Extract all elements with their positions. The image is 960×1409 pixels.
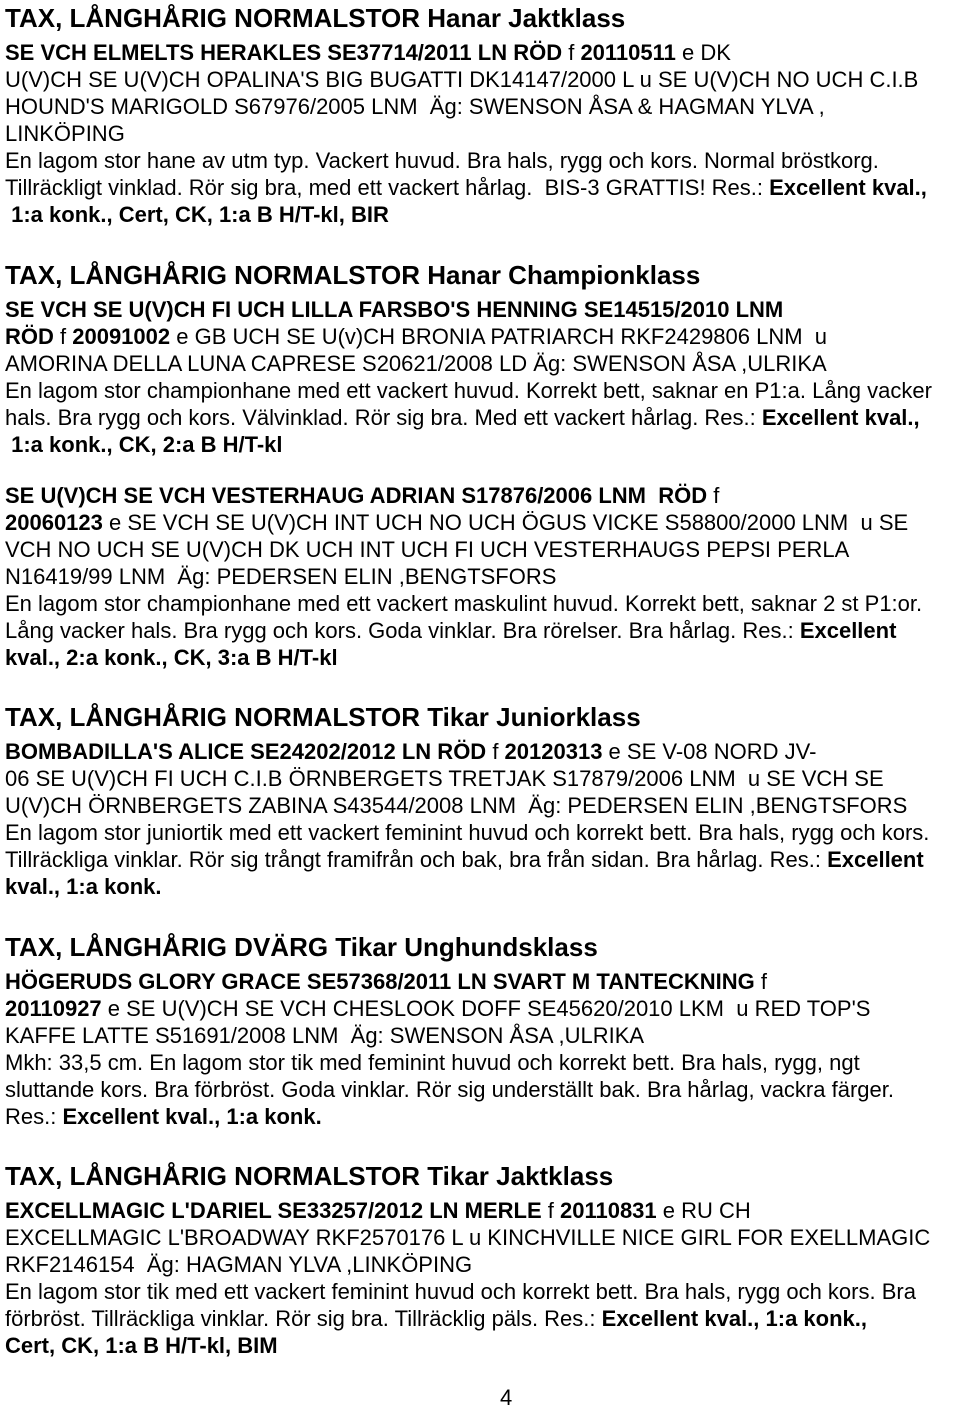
class-section bbox=[5, 3, 960, 228]
text-segment: U(V)CH ÖRNBERGETS ZABINA S43544/2008 LNM Äg: PEDERSEN ELIN ,BENGTSFORS bbox=[5, 793, 908, 818]
class-section bbox=[5, 260, 960, 671]
entry-line bbox=[5, 846, 960, 873]
entry-line bbox=[5, 147, 960, 174]
text-segment: f bbox=[707, 482, 720, 508]
text-segment: RKF2146154 Äg: HAGMAN YLVA ,LINKÖPING bbox=[5, 1252, 473, 1277]
entry-line bbox=[5, 1332, 960, 1359]
class-heading: TAX, LÅNGHÅRIG NORMALSTOR Hanar Championklass bbox=[5, 259, 701, 290]
dog-entry bbox=[5, 482, 960, 671]
text-segment: f bbox=[53, 323, 73, 349]
entry-line bbox=[5, 296, 960, 323]
entry-line bbox=[5, 873, 960, 900]
class-heading: TAX, LÅNGHÅRIG DVÄRG Tikar Unghundsklass bbox=[5, 931, 598, 962]
bold-text-segment: 20110511 bbox=[580, 40, 676, 65]
entry-line bbox=[5, 39, 960, 66]
dog-entry bbox=[5, 39, 960, 228]
bold-text-segment: SE U(V)CH SE VCH VESTERHAUG ADRIAN S17876/2006 LNM RÖD bbox=[5, 482, 708, 508]
entry-line bbox=[5, 350, 960, 377]
entry-line bbox=[5, 617, 960, 644]
text-segment: e DK bbox=[675, 40, 731, 65]
entry-line bbox=[5, 377, 960, 404]
text-segment: AMORINA DELLA LUNA CAPRESE S20621/2008 LD Äg: SWENSON ÅSA ,ULRIKA bbox=[5, 350, 827, 376]
text-segment: N16419/99 LNM Äg: PEDERSEN ELIN ,BENGTSFORS bbox=[5, 563, 557, 589]
entry-line bbox=[5, 590, 960, 617]
text-segment: U(V)CH SE U(V)CH OPALINA'S BIG BUGATTI DK14147/2000 L u SE U(V)CH NO UCH C.I.B bbox=[5, 67, 919, 92]
text-segment: e GB UCH SE U(v)CH BRONIA PATRIARCH RKF2429806 LNM u bbox=[170, 323, 828, 349]
text-segment: Mkh: 33,5 cm. En lagom stor tik med feminint huvud och korrekt bett. Bra hals, rygg, ngt bbox=[5, 1049, 860, 1075]
bold-text-segment: 20060123 bbox=[5, 509, 103, 535]
entry-line bbox=[5, 323, 960, 350]
text-segment: förbröst. Tillräckliga vinklar. Rör sig bra. Tillräcklig päls. Res.: bbox=[5, 1306, 602, 1331]
entry-line bbox=[5, 120, 960, 147]
entry-line bbox=[5, 66, 960, 93]
bold-text-segment: Excellent kval., 1:a konk., bbox=[601, 1306, 867, 1331]
bold-text-segment: Cert, CK, 1:a B H/T-kl, BIM bbox=[5, 1333, 278, 1358]
entry-line bbox=[5, 431, 960, 458]
entry-line bbox=[5, 93, 960, 120]
dog-entry bbox=[5, 296, 960, 458]
entry-line bbox=[5, 1278, 960, 1305]
text-segment: e SE V-08 NORD JV- bbox=[602, 739, 817, 764]
entry-line bbox=[5, 968, 960, 995]
text-segment: En lagom stor hane av utm typ. Vackert huvud. Bra hals, rygg och kors. Normal bröstkorg. bbox=[5, 148, 879, 173]
bold-text-segment: EXCELLMAGIC L'DARIEL SE33257/2012 LN MERLE bbox=[5, 1198, 542, 1223]
class-section bbox=[5, 1161, 960, 1359]
text-segment: En lagom stor juniortik med ett vackert feminint huvud och korrekt bett. Bra hals, rygg och kors. bbox=[5, 820, 930, 845]
entry-line bbox=[5, 1305, 960, 1332]
entry-line bbox=[5, 995, 960, 1022]
class-section bbox=[5, 932, 960, 1130]
text-segment: Lång vacker hals. Bra rygg och kors. Goda vinklar. Bra rörelser. Bra hårlag. Res.: bbox=[5, 617, 800, 643]
bold-text-segment: 20091002 bbox=[72, 323, 171, 349]
text-segment: Tillräckliga vinklar. Rör sig trångt framifrån och bak, bra från sidan. Bra hårlag. Res.: bbox=[5, 847, 828, 872]
entry-line bbox=[5, 1251, 960, 1278]
text-segment: f bbox=[486, 739, 505, 764]
bold-text-segment: Excellent kval., bbox=[769, 175, 927, 200]
text-segment: HOUND'S MARIGOLD S67976/2005 LNM Äg: SWENSON ÅSA & HAGMAN YLVA , bbox=[5, 94, 825, 119]
bold-text-segment: 20110831 bbox=[559, 1198, 657, 1223]
bold-text-segment: HÖGERUDS GLORY GRACE SE57368/2011 LN SVART M TANTECKNING bbox=[5, 968, 755, 994]
text-segment: f bbox=[754, 968, 768, 994]
text-segment: EXCELLMAGIC L'BROADWAY RKF2570176 L u KINCHVILLE NICE GIRL FOR EXELLMAGIC bbox=[5, 1225, 931, 1250]
bold-text-segment: 20120313 bbox=[504, 739, 603, 764]
text-segment: sluttande kors. Bra förbröst. Goda vinklar. Rör sig underställt bak. Bra hårlag, vackra färger. bbox=[5, 1076, 894, 1102]
text-segment: 06 SE U(V)CH FI UCH C.I.B ÖRNBERGETS TRETJAK S17879/2006 LNM u SE VCH SE bbox=[5, 766, 884, 791]
dog-entry bbox=[5, 738, 960, 900]
class-heading: TAX, LÅNGHÅRIG NORMALSTOR Tikar Jaktklass bbox=[5, 1161, 614, 1191]
entry-line bbox=[5, 536, 960, 563]
text-segment: Tillräckligt vinklad. Rör sig bra, med ett vackert hårlag. BIS-3 GRATTIS! Res.: bbox=[5, 175, 770, 200]
dog-entry bbox=[5, 1197, 960, 1359]
entry-line bbox=[5, 1049, 960, 1076]
entry-line bbox=[5, 644, 960, 671]
text-segment: En lagom stor championhane med ett vackert huvud. Korrekt bett, saknar en P1:a. Lång vacker bbox=[5, 377, 932, 403]
bold-text-segment: RÖD bbox=[5, 323, 54, 349]
entry-line bbox=[5, 201, 960, 228]
text-segment: e RU CH bbox=[656, 1198, 751, 1223]
entry-line bbox=[5, 1224, 960, 1251]
text-segment: En lagom stor tik med ett vackert feminint huvud och korrekt bett. Bra hals, rygg och kors. Bra bbox=[5, 1279, 916, 1304]
entry-line bbox=[5, 819, 960, 846]
entry-line bbox=[5, 738, 960, 765]
text-segment: hals. Bra rygg och kors. Välvinklad. Rör sig bra. Med ett vackert hårlag. Res.: bbox=[5, 404, 762, 430]
entry-line bbox=[5, 1022, 960, 1049]
text-segment: f bbox=[541, 1198, 560, 1223]
bold-text-segment: SE VCH ELMELTS HERAKLES SE37714/2011 LN RÖD bbox=[5, 40, 563, 65]
text-segment: Res.: bbox=[5, 1103, 63, 1129]
bold-text-segment: 20110927 bbox=[5, 995, 102, 1021]
text-segment: VCH NO UCH SE U(V)CH DK UCH INT UCH FI UCH VESTERHAUGS PEPSI PERLA bbox=[5, 536, 850, 562]
page-number: 4 bbox=[500, 1385, 513, 1409]
entry-line bbox=[5, 792, 960, 819]
text-segment: KAFFE LATTE S51691/2008 LNM Äg: SWENSON ÅSA ,ULRIKA bbox=[5, 1022, 645, 1048]
bold-text-segment: Excellent kval., 1:a konk. bbox=[62, 1103, 322, 1129]
entry-line bbox=[5, 1103, 960, 1130]
bold-text-segment: kval., 2:a konk., CK, 3:a B H/T-kl bbox=[5, 644, 338, 670]
bold-text-segment: Excellent bbox=[827, 847, 924, 872]
entry-line bbox=[5, 174, 960, 201]
entry-line bbox=[5, 563, 960, 590]
class-heading: TAX, LÅNGHÅRIG NORMALSTOR Tikar Juniorklass bbox=[5, 702, 641, 732]
bold-text-segment: kval., 1:a konk. bbox=[5, 874, 162, 899]
dog-entry bbox=[5, 968, 960, 1130]
text-segment: e SE U(V)CH SE VCH CHESLOOK DOFF SE45620/2010 LKM u RED TOP'S bbox=[101, 995, 871, 1021]
bold-text-segment: BOMBADILLA'S ALICE SE24202/2012 LN RÖD bbox=[5, 739, 487, 764]
entry-line bbox=[5, 509, 960, 536]
entry-line bbox=[5, 1197, 960, 1224]
bold-text-segment: Excellent bbox=[799, 617, 897, 643]
text-segment: e SE VCH SE U(V)CH INT UCH NO UCH ÖGUS VICKE S58800/2000 LNM u SE bbox=[102, 509, 909, 535]
text-segment: f bbox=[562, 40, 581, 65]
entry-line bbox=[5, 765, 960, 792]
bold-text-segment: 1:a konk., CK, 2:a B H/T-kl bbox=[5, 431, 283, 457]
results-list bbox=[5, 3, 960, 1359]
bold-text-segment: SE VCH SE U(V)CH FI UCH LILLA FARSBO'S HENNING SE14515/2010 LNM bbox=[5, 296, 784, 322]
class-heading: TAX, LÅNGHÅRIG NORMALSTOR Hanar Jaktklass bbox=[5, 3, 626, 33]
entry-line bbox=[5, 404, 960, 431]
bold-text-segment: Excellent kval., bbox=[761, 404, 920, 430]
entry-line bbox=[5, 482, 960, 509]
class-section bbox=[5, 702, 960, 900]
bold-text-segment: 1:a konk., Cert, CK, 1:a B H/T-kl, BIR bbox=[5, 202, 389, 227]
entry-line bbox=[5, 1076, 960, 1103]
text-segment: En lagom stor championhane med ett vackert maskulint huvud. Korrekt bett, saknar 2 st P1:or. bbox=[5, 590, 923, 616]
text-segment: LINKÖPING bbox=[5, 121, 125, 146]
